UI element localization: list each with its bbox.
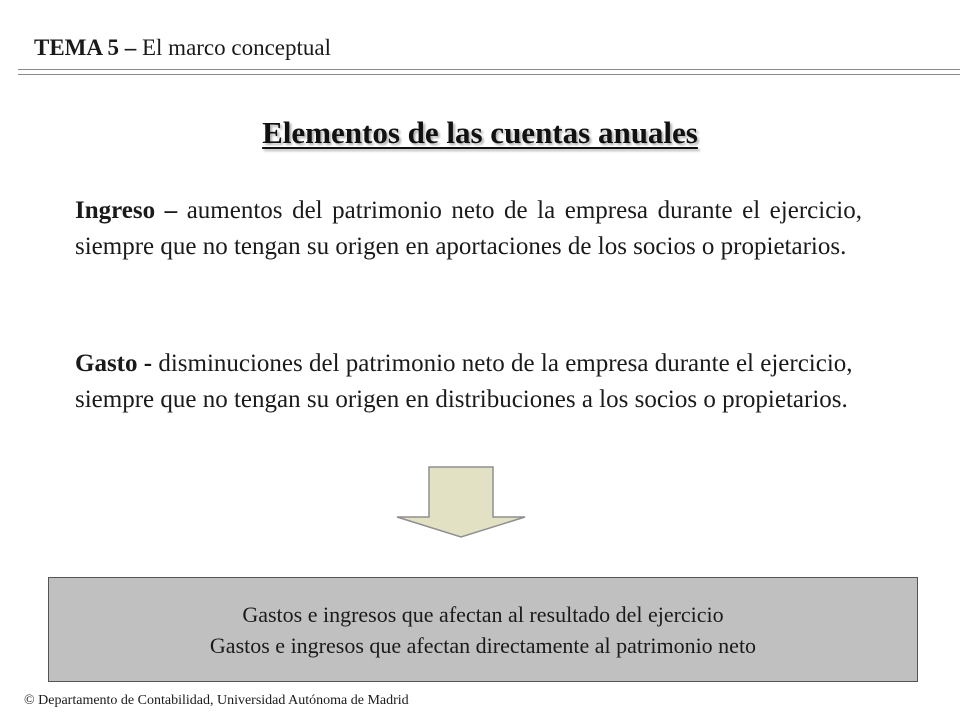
result-box [48, 577, 918, 682]
footer-copyright: © Departamento de Contabilidad, Universidad Autónoma de Madrid [24, 693, 409, 708]
result-line-patrimonio: Gastos e ingresos que afectan directamente al patrimonio neto [209, 632, 757, 658]
definition-text: aumentos del patrimonio neto de la empresa durante el ejercicio, siempre que no tengan su origen en aportaciones de los socios o propietarios. [75, 197, 862, 260]
result-line-resultado: Gastos e ingresos que afectan al resultado del ejercicio [242, 601, 724, 627]
definition-gasto [75, 346, 862, 418]
down-arrow-icon [396, 466, 526, 538]
header-divider-bottom [18, 74, 960, 75]
definition-text: disminuciones del patrimonio neto de la empresa durante el ejercicio, siempre que no tengan su origen en distribuciones a los socios o propietarios. [75, 350, 853, 413]
header-subtitle: El marco conceptual [141, 35, 332, 60]
header-divider-top [18, 69, 960, 70]
slide-title: Elementos de las cuentas anuales [262, 115, 698, 150]
arrow-shape [397, 467, 525, 537]
slide-header [34, 34, 331, 62]
definition-term: Gasto - [75, 350, 153, 377]
definition-ingreso [75, 193, 862, 265]
header-separator: – [118, 35, 142, 60]
definition-term: Ingreso – [75, 197, 178, 224]
topic-label: TEMA 5 [34, 35, 119, 60]
